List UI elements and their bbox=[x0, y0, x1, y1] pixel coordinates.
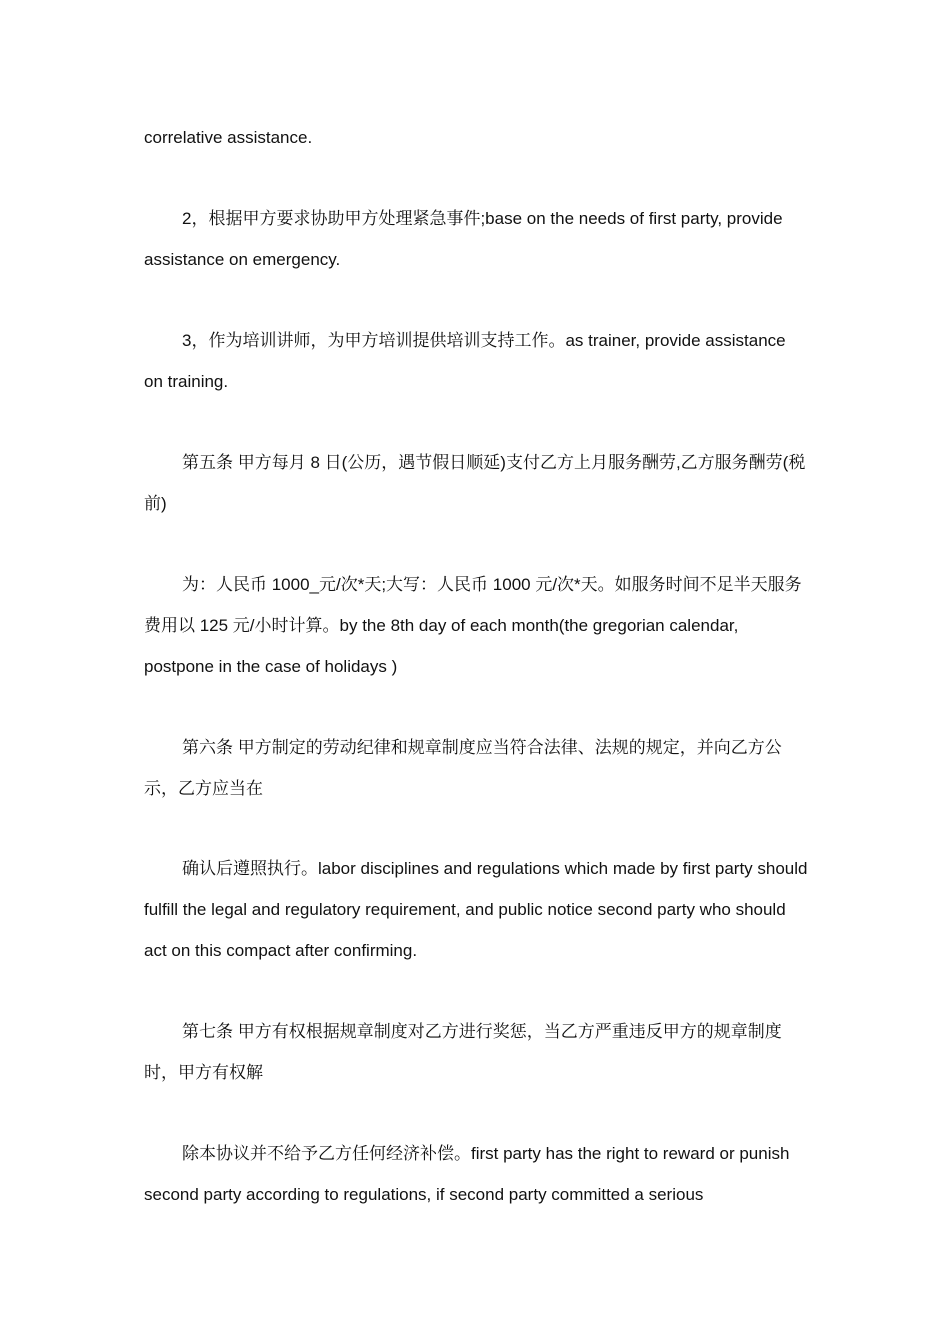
paragraph-article-5: 第五条 甲方每月 8 日(公历，遇节假日顺延)支付乙方上月服务酬劳,乙方服务酬劳(税前) bbox=[144, 453, 806, 513]
paragraph-item-3: 3，作为培训讲师，为甲方培训提供培训支持工作。as trainer, provide assistance on training. bbox=[144, 331, 786, 391]
paragraph-article-7: 第七条 甲方有权根据规章制度对乙方进行奖惩，当乙方严重违反甲方的规章制度时，甲方有权解 bbox=[144, 1022, 782, 1082]
paragraph-payment-rate: 为：人民币 1000_元/次*天;大写：人民币 1000 元/次*天。如服务时间不足半天服务费用以 125 元/小时计算。by the 8th day of each month(the gregorian calendar, postpone in the case of holidays ) bbox=[144, 575, 802, 676]
paragraph-article-6: 第六条 甲方制定的劳动纪律和规章制度应当符合法律、法规的规定，并向乙方公示，乙方应当在 bbox=[144, 738, 782, 798]
paragraph-continuation: correlative assistance. bbox=[144, 128, 313, 147]
paragraph-article-7-continued: 除本协议并不给予乙方任何经济补偿。first party has the right to reward or punish second party according to regulations, if second party committed a serious bbox=[144, 1144, 790, 1204]
paragraph-item-2: 2，根据甲方要求协助甲方处理紧急事件;base on the needs of first party, provide assistance on emergency. bbox=[144, 209, 783, 269]
paragraph-article-6-continued: 确认后遵照执行。labor disciplines and regulations which made by first party should fulfill the legal and regulatory requirement, and public notice second party who should act on this compact after confirming. bbox=[144, 859, 808, 960]
